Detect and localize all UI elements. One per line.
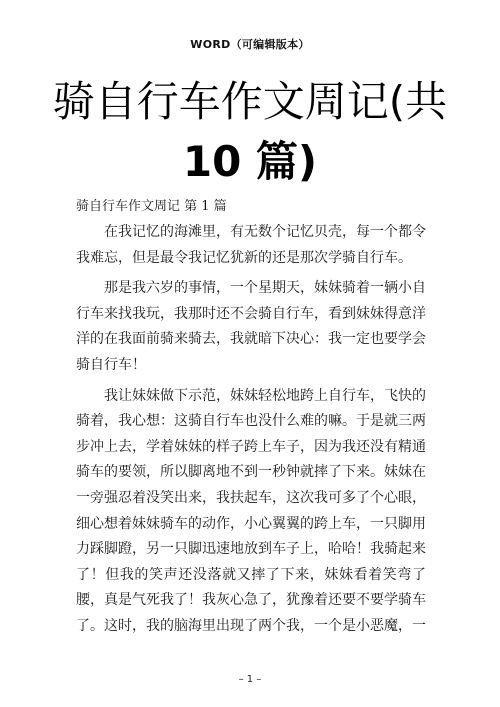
paragraph: 在我记忆的海滩里，有无数个记忆贝壳，每一个都令我难忘，但是最令我记忆犹新的还是那次学骑自行车。 — [76, 224, 426, 266]
document-title — [40, 72, 460, 192]
paragraph: 那是我六岁的事情，一个星期天，妹妹骑着一辆小自行车来找我玩，我那时还不会骑自行车，看到妹妹得意洋洋的在我面前骑来骑去，我就暗下决心：我一定也要学会骑自行车！ — [76, 280, 426, 373]
section-heading: 骑自行车作文周记 第 1 篇 — [76, 199, 227, 214]
title-line-2: 10 篇) — [182, 137, 318, 186]
paragraph: 我让妹妹做下示范，妹妹轻松地跨上自行车，飞快的骑着，我心想：这骑自行车也没什么难的嘛。于是就三两步冲上去，学着妹妹的样子跨上车子，因为我还没有精通骑车的要领，所以脚离地不到一秒钟就摔了下来。妹妹在一旁强忍着没笑出来，我扶起车，这次我可多了个心眼，细心想着妹妹骑车的动作，小心翼翼的跨上车，一只脚用力踩脚蹬，另一只脚迅速地放到车子上，哈哈！我骑起来了！但我的笑声还没落就又摔了下来，妹妹看着笑弯了腰，真是气死我了！我灰心急了，犹豫着还要不要学骑车了。这时，我的脑海里出现了两个我，一个是小恶魔，一 — [76, 387, 426, 634]
body-text — [76, 220, 426, 645]
header-banner: WORD（可编辑版本） — [190, 38, 310, 51]
page-number: – 1 – — [238, 674, 262, 685]
title-line-1: 骑自行车作文周记(共 — [52, 77, 448, 126]
